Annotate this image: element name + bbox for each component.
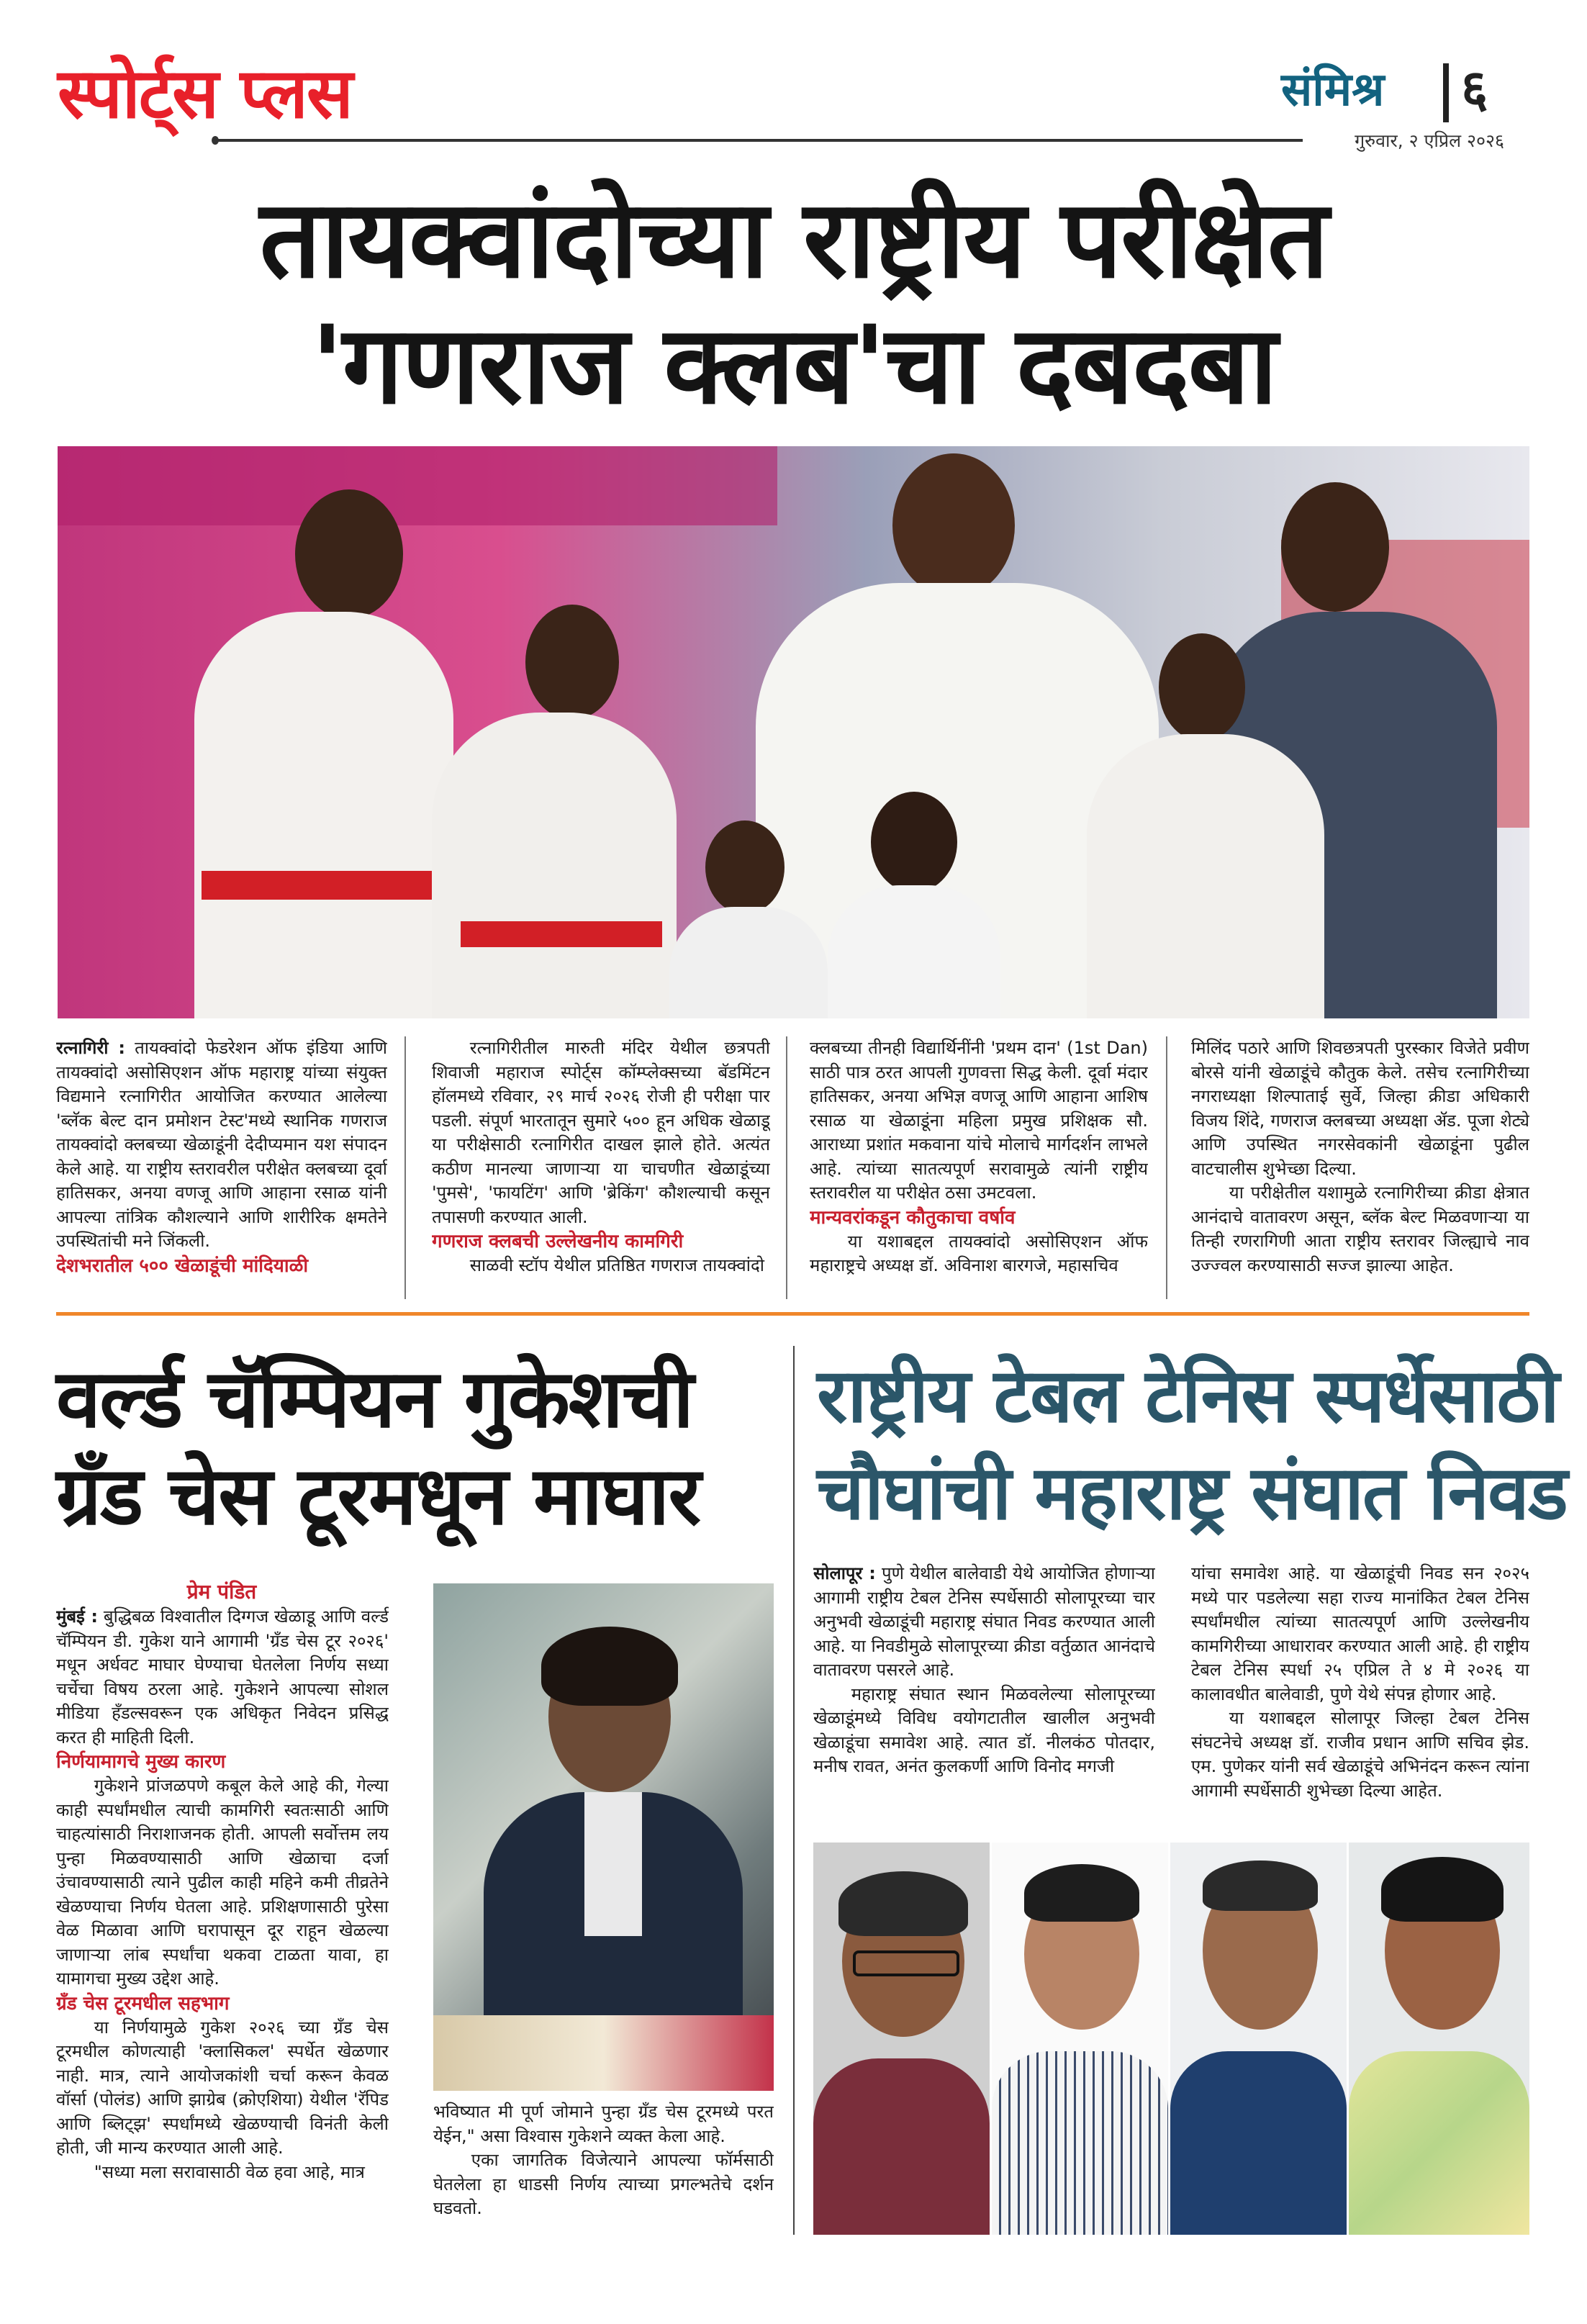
main-story-column-1 bbox=[56, 1036, 387, 1303]
player-photo-3 bbox=[1170, 1843, 1347, 2235]
paragraph-text: साळवी स्टॉप येथील प्रतिष्ठित गणराज तायक्वांदो bbox=[469, 1255, 764, 1275]
paragraph bbox=[1191, 1706, 1529, 1803]
paragraph bbox=[810, 1036, 1148, 1206]
paragraph bbox=[810, 1230, 1148, 1278]
paragraph-text: या यशाबद्दल सोलापूर जिल्हा टेबल टेनिस संघटनेचे अध्यक्ष डॉ. राजीव प्रधान आणि सचिव झेड. एम. पुणेकर यांनी सर्व खेळाडूंचे अभिनंदन करून त्यांना आगामी स्पर्धेसाठी शुभेच्छा दिल्या आहेत. bbox=[1191, 1708, 1529, 1801]
dateline: सोलापूर : bbox=[813, 1563, 876, 1583]
section-divider bbox=[1443, 63, 1449, 122]
paragraph bbox=[433, 2148, 774, 2221]
tt-headline-line-1: राष्ट्रीय टेबल टेनिस स्पर्धेसाठी bbox=[817, 1352, 1558, 1439]
column-divider bbox=[404, 1036, 406, 1299]
tt-headline-line-2: चौघांची महाराष्ट्र संघात निवड bbox=[817, 1449, 1567, 1537]
player-photo-1 bbox=[813, 1843, 990, 2235]
column-divider bbox=[786, 1036, 787, 1299]
main-headline-line-2: 'गणराज क्लब'चा दबदबा bbox=[310, 303, 1277, 428]
paragraph bbox=[56, 1036, 387, 1254]
main-headline-line-1: तायक्वांदोच्या राष्ट्रीय परीक्षेत bbox=[259, 177, 1328, 302]
paragraph-text: रत्नागिरीतील मारुती मंदिर येथील छत्रपती शिवाजी महाराज स्पोर्ट्स कॉम्प्लेक्सच्या बॅडमिंटन हॉलमध्ये रविवार, २९ मार्च २०२६ रोजी ही परीक्षा पार पडली. संपूर्ण भारतातून सुमारे ५०० हून अधिक खेळाडू या परीक्षेसाठी रत्नागिरीत दाखल झाले होते. अत्यंत कठीण मानल्या जाणाऱ्या या चाचणीत खेळाडूंच्या 'पुमसे', 'फायटिंग' आणि 'ब्रेकिंग' कौशल्याची कसून तपासणी करण्यात आली. bbox=[432, 1038, 770, 1227]
section-separator-rule bbox=[56, 1312, 1529, 1316]
chess-headline-line-1: वर्ल्ड चॅम्पियन गुकेशची bbox=[56, 1352, 693, 1446]
paragraph bbox=[432, 1254, 770, 1278]
taekwondo-group-photo bbox=[58, 446, 1529, 1018]
paragraph-text: तायक्वांदो फेडरेशन ऑफ इंडिया आणि तायक्वांदो असोसिएशन ऑफ महाराष्ट्र यांच्या संयुक्त विद्यमाने रत्नागिरीत आयोजित करण्यात आलेल्या 'ब्लॅक बेल्ट दान प्रमोशन टेस्ट'मध्ये स्थानिक गणराज तायक्वांदो क्लबच्या खेळाडूंनी देदीप्यमान यश संपादन केले आहे. या राष्ट्रीय स्तरावरील परीक्षेत क्लबच्या दूर्वा हातिसकर, अनया वणजू आणि आहाना रसाळ यांनी आपल्या तांत्रिक कौशल्याने आणि शारीरिक क्षमतेने उपस्थितांची मने जिंकली. bbox=[56, 1038, 387, 1251]
paragraph bbox=[1191, 1181, 1529, 1278]
chess-story-column-2 bbox=[433, 2100, 774, 2237]
paragraph-text: भविष्यात मी पूर्ण जोमाने पुन्हा ग्रँड चेस टूरमध्ये परत येईन," असा विश्वास गुकेशने व्यक्त केला आहे. bbox=[433, 2102, 774, 2146]
subheading: देशभरातील ५०० खेळाडूंची मांदियाळी bbox=[56, 1254, 309, 1277]
paragraph bbox=[56, 1605, 389, 1750]
column-divider bbox=[1166, 1036, 1167, 1299]
subheading: ग्रँड चेस टूरमधील सहभाग bbox=[56, 1992, 230, 2015]
paragraph-text: क्लबच्या तीनही विद्यार्थिनींनी 'प्रथम दान' (1st Dan) साठी पात्र ठरत आपली गुणवत्ता सिद्ध केली. दूर्वा मंदार हातिसकर, अनया अभिज्ञ वणजू आणि आहाना आशिष रसाळ या खेळाडूंना महिला प्रमुख प्रशिक्षक सौ. आराध्या प्रशांत मकवाना यांचे मोलाचे मार्गदर्शन लाभले आहे. त्यांच्या सातत्यपूर्ण सरावामुळे त्यांनी राष्ट्रीय स्तरावरील या परीक्षेत ठसा उमटवला. bbox=[810, 1038, 1148, 1203]
player-photo-4 bbox=[1349, 1843, 1529, 2235]
paragraph-text: महाराष्ट्र संघात स्थान मिळवलेल्या सोलापूरच्या खेळाडूंमध्ये विविध वयोगटातील खालील अनुभवी खेळाडूंचा समावेश आहे. त्यात डॉ. नीलकंठ पोतदार, मनीष रावत, अनंत कुलकर्णी आणि विनोद मगजी bbox=[813, 1683, 1155, 1776]
dateline: मुंबई : bbox=[56, 1606, 99, 1627]
paragraph bbox=[56, 1774, 389, 1991]
paragraph-text: या निर्णयामुळे गुकेश २०२६ च्या ग्रँड चेस टूरमधील कोणत्याही 'क्लासिकल' स्पर्धेत खेळणार नाही. मात्र, त्याने आयोजकांशी चर्चा करून केवळ वॉर्सा (पोलंड) आणि झाग्रेब (क्रोएशिया) येथील 'रॅपिड आणि ब्लिट्झ' स्पर्धांमध्ये खेळण्याची विनंती केली होती, जी मान्य करण्यात आली आहे. bbox=[56, 2017, 389, 2158]
player-photo-2 bbox=[992, 1843, 1168, 2235]
header-rule bbox=[216, 139, 1303, 142]
paragraph-text: यांचा समावेश आहे. या खेळाडूंची निवड सन २०२५ मध्ये पार पडलेल्या सहा राज्य मानांकित टेबल टेनिस स्पर्धांमधील त्यांच्या सातत्यपूर्ण आणि उल्लेखनीय कामगिरीच्या आधारावर करण्यात आली आहे. ही राष्ट्रीय टेबल टेनिस स्पर्धा २५ एप्रिल ते ४ मे २०२६ या कालावधीत बालेवाडी, पुणे येथे संपन्न होणार आहे. bbox=[1191, 1563, 1529, 1704]
paragraph bbox=[1191, 1562, 1529, 1706]
section-name: संमिश्र bbox=[1281, 63, 1385, 117]
subheading: निर्णयामागचे मुख्य कारण bbox=[56, 1751, 226, 1773]
byline: प्रेम पंडित bbox=[186, 1580, 257, 1604]
main-story-column-4 bbox=[1191, 1036, 1529, 1303]
paragraph-text: एका जागतिक विजेत्याने आपल्या फॉर्मसाठी घेतलेला हा धाडसी निर्णय त्याच्या प्रगल्भतेचे दर्शन घडवतो. bbox=[433, 2150, 774, 2218]
paragraph bbox=[813, 1683, 1155, 1779]
page-number: ६ bbox=[1461, 58, 1488, 119]
chess-story-column-1 bbox=[56, 1605, 389, 2238]
paragraph-text: या यशाबद्दल तायक्वांदो असोसिएशन ऑफ महाराष्ट्रचे अध्यक्ष डॉ. अविनाश बारगजे, महासचिव bbox=[810, 1231, 1148, 1275]
paragraph bbox=[56, 2161, 389, 2185]
paragraph bbox=[56, 2016, 389, 2161]
chess-headline-line-2: ग्रँड चेस टूरमधून माघार bbox=[56, 1450, 700, 1543]
tt-story-column-2 bbox=[1191, 1562, 1529, 1832]
issue-date: गुरुवार, २ एप्रिल २०२६ bbox=[1355, 130, 1504, 151]
paragraph bbox=[433, 2100, 774, 2148]
tt-story-column-1 bbox=[813, 1562, 1155, 1832]
subheading: मान्यवरांकडून कौतुकाचा वर्षाव bbox=[810, 1206, 1016, 1229]
dateline: रत्नागिरी : bbox=[56, 1038, 125, 1058]
subheading: गणराज क्लबची उल्लेखनीय कामगिरी bbox=[432, 1231, 684, 1252]
paragraph-text: "सध्या मला सरावासाठी वेळ हवा आहे, मात्र bbox=[94, 2161, 365, 2182]
paragraph-text: बुद्धिबळ विश्वातील दिग्गज खेळाडू आणि वर्ल्ड चॅम्पियन डी. गुकेश याने आगामी 'ग्रँड चेस टूर २०२६' मधून अर्धवट माघार घेण्याचा घेतलेला निर्णय सध्या चर्चेचा विषय ठरला आहे. गुकेशने आपल्या सोशल मीडिया हँडल्सवरून एक अधिकृत निवेदन प्रसिद्ध करत ही माहिती दिली. bbox=[56, 1606, 389, 1747]
paragraph-text: या परीक्षेतील यशामुळे रत्नागिरीच्या क्रीडा क्षेत्रात आनंदाचे वातावरण असून, ब्लॅक बेल्ट मिळवणाऱ्या या तिन्ही रणरागिणी आता राष्ट्रीय स्तरावर जिल्ह्याचे नाव उज्ज्वल करण्यासाठी सज्ज झाल्या आहेत. bbox=[1191, 1183, 1529, 1275]
paragraph-text: गुकेशने प्रांजळपणे कबूल केले आहे की, गेल्या काही स्पर्धांमधील त्याची कामगिरी स्वतःसाठी आणि चाहत्यांसाठी निराशाजनक होती. आपली सर्वोत्तम लय पुन्हा मिळवण्यासाठी आणि खेळाचा दर्जा उंचावण्यासाठी त्याने पुढील काही महिने कमी तीव्रतेने खेळण्याचा निर्णय घेतला आहे. प्रशिक्षणासाठी पुरेसा वेळ मिळावा आणि घरापासून दूर राहून खेळल्या जाणाऱ्या लांब स्पर्धांचा थकवा टाळता यावा, हा यामागचा मुख्य उद्देश आहे. bbox=[56, 1776, 389, 1989]
paragraph-text: मिलिंद पठारे आणि शिवछत्रपती पुरस्कार विजेते प्रवीण बोरसे यांनी खेळाडूंचे कौतुक केले. तसेच रत्नागिरीच्या नगराध्यक्षा शिल्पाताई सुर्वे, जिल्हा क्रीडा अधिकारी विजय शिंदे, गणराज क्लबच्या अध्यक्षा ॲड. पूजा शेट्ये आणि उपस्थित नगरसेवकांनी खेळाडूंना पुढील वाटचालीस शुभेच्छा दिल्या. bbox=[1191, 1038, 1529, 1179]
paragraph bbox=[1191, 1036, 1529, 1181]
main-story-column-3 bbox=[810, 1036, 1148, 1303]
paragraph-text: पुणे येथील बालेवाडी येथे आयोजित होणाऱ्या आगामी राष्ट्रीय टेबल टेनिस स्पर्धेसाठी सोलापूरच्या चार अनुभवी खेळाडूंची महाराष्ट्र संघात निवड करण्यात आली आहे. या निवडीमुळे सोलापूरच्या क्रीडा वर्तुळात आनंदाचे वातावरण पसरले आहे. bbox=[813, 1563, 1155, 1680]
newspaper-section-logo: स्पोर्ट्स प्लस bbox=[58, 53, 352, 134]
paragraph bbox=[813, 1562, 1155, 1683]
gukesh-photo bbox=[433, 1583, 774, 2091]
paragraph bbox=[432, 1036, 770, 1229]
story-divider bbox=[793, 1346, 795, 2235]
main-story-column-2 bbox=[432, 1036, 770, 1303]
